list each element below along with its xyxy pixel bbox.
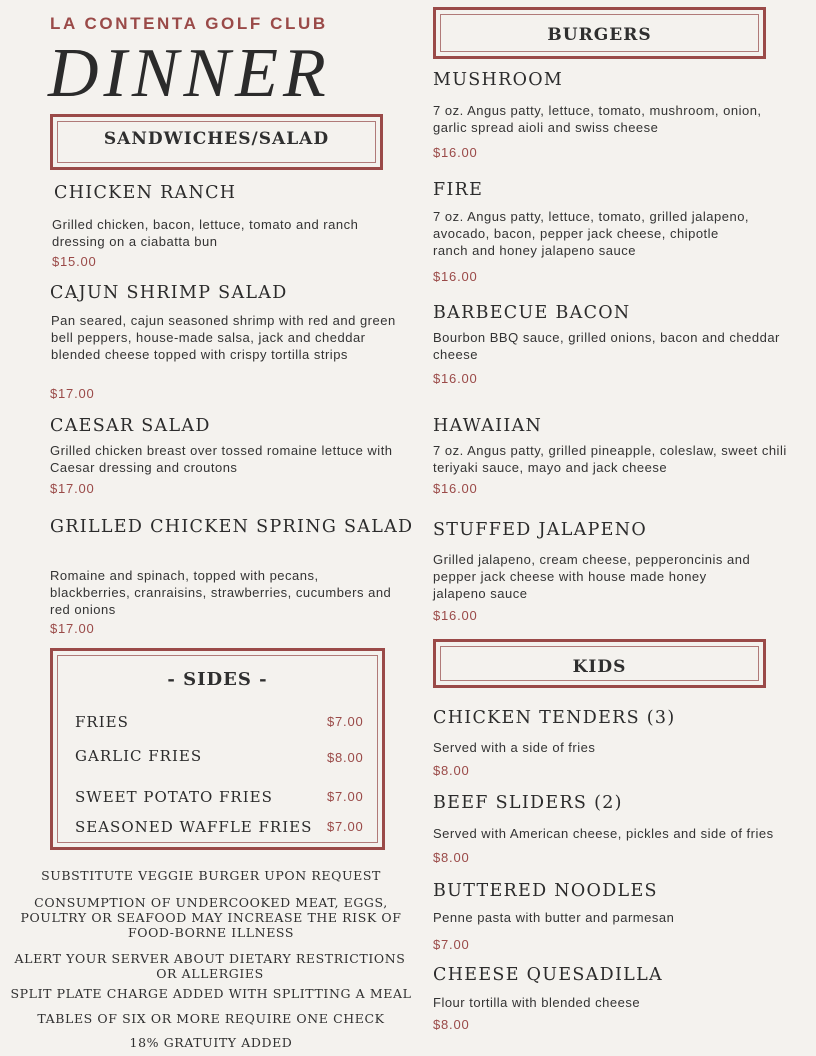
item-name: STUFFED JALAPENO — [433, 520, 647, 540]
item-price: $17.00 — [50, 621, 95, 636]
note: CONSUMPTION OF UNDERCOOKED MEAT, EGGS, POULTRY OR SEAFOOD MAY INCREASE THE RISK OF FOOD-BORNE ILLNESS — [20, 895, 402, 940]
sides-heading: - SIDES - — [167, 669, 268, 690]
item-price: $8.00 — [433, 763, 470, 778]
item-desc: Bourbon BBQ sauce, grilled onions, bacon and cheddar cheese — [433, 330, 780, 362]
item-name: BEEF SLIDERS (2) — [433, 793, 623, 813]
note: SUBSTITUTE VEGGIE BURGER UPON REQUEST — [41, 868, 381, 883]
note: SPLIT PLATE CHARGE ADDED WITH SPLITTING A MEAL — [10, 986, 412, 1001]
side-price: $7.00 — [327, 789, 364, 804]
item-price: $16.00 — [433, 145, 478, 160]
item-desc: Penne pasta with butter and parmesan — [433, 910, 675, 925]
note: ALERT YOUR SERVER ABOUT DIETARY RESTRICTIONS OR ALLERGIES — [14, 951, 406, 981]
item-price: $17.00 — [50, 481, 95, 496]
item-name: CHICKEN RANCH — [54, 183, 237, 203]
side-name: SEASONED WAFFLE FRIES — [75, 818, 313, 836]
side-price: $7.00 — [327, 714, 364, 729]
item-name: BARBECUE BACON — [433, 303, 631, 323]
item-name: FIRE — [433, 180, 484, 200]
note: TABLES OF SIX OR MORE REQUIRE ONE CHECK — [37, 1011, 385, 1026]
item-price: $16.00 — [433, 371, 478, 386]
side-name: SWEET POTATO FRIES — [75, 788, 273, 806]
side-name: GARLIC FRIES — [75, 747, 203, 765]
item-desc: 7 oz. Angus patty, lettuce, tomato, grilled jalapeno, avocado, bacon, pepper jack cheese, chipotle ranch and honey jalapeno sauce — [433, 209, 750, 258]
kids-heading-box — [433, 639, 766, 688]
burgers-heading-box — [433, 7, 766, 59]
item-price: $17.00 — [50, 386, 95, 401]
item-name: CAJUN SHRIMP SALAD — [50, 283, 288, 303]
item-price: $8.00 — [433, 1017, 470, 1032]
kids-heading: KIDS — [572, 657, 627, 677]
item-desc: Romaine and spinach, topped with pecans, blackberries, cranraisins, strawberries, cucumbers and red onions — [50, 568, 392, 617]
item-name: HAWAIIAN — [433, 416, 543, 436]
burgers-heading: BURGERS — [547, 25, 652, 45]
item-desc: Pan seared, cajun seasoned shrimp with red and green bell peppers, house-made salsa, jack and cheddar blended cheese topped with crispy tortilla strips — [51, 313, 396, 362]
menu-title: DINNER — [48, 35, 331, 112]
item-name: GRILLED CHICKEN SPRING SALAD — [50, 517, 414, 537]
item-desc: Grilled chicken, bacon, lettuce, tomato and ranch dressing on a ciabatta bun — [52, 217, 359, 249]
item-name: CHICKEN TENDERS (3) — [433, 708, 676, 728]
sandwiches-heading: SANDWICHES/SALAD — [103, 129, 330, 149]
item-desc: 7 oz. Angus patty, grilled pineapple, coleslaw, sweet chili teriyaki sauce, mayo and jack cheese — [433, 443, 787, 475]
item-price: $16.00 — [433, 608, 478, 623]
item-desc: Served with a side of fries — [433, 740, 596, 755]
side-name: FRIES — [75, 713, 129, 731]
item-price: $8.00 — [433, 850, 470, 865]
note: 18% GRATUITY ADDED — [129, 1035, 293, 1050]
item-price: $15.00 — [52, 254, 97, 269]
item-name: CAESAR SALAD — [50, 416, 211, 436]
item-desc: Grilled jalapeno, cream cheese, pepperoncinis and pepper jack cheese with house made honey jalapeno sauce — [433, 552, 751, 601]
item-desc: Served with American cheese, pickles and side of fries — [433, 826, 774, 841]
item-name: BUTTERED NOODLES — [433, 881, 658, 901]
item-desc: Grilled chicken breast over tossed romaine lettuce with Caesar dressing and croutons — [50, 443, 393, 475]
item-price: $16.00 — [433, 481, 478, 496]
sandwiches-heading-box — [50, 114, 383, 170]
sides-box — [50, 648, 385, 850]
club-name: LA CONTENTA GOLF CLUB — [50, 14, 328, 33]
side-price: $8.00 — [327, 750, 364, 765]
item-price: $7.00 — [433, 937, 470, 952]
item-price: $16.00 — [433, 269, 478, 284]
item-name: MUSHROOM — [433, 70, 564, 90]
item-name: CHEESE QUESADILLA — [433, 965, 663, 985]
item-desc: Flour tortilla with blended cheese — [433, 995, 641, 1010]
side-price: $7.00 — [327, 819, 364, 834]
item-desc: 7 oz. Angus patty, lettuce, tomato, mushroom, onion, garlic spread aioli and swiss cheese — [433, 103, 762, 135]
